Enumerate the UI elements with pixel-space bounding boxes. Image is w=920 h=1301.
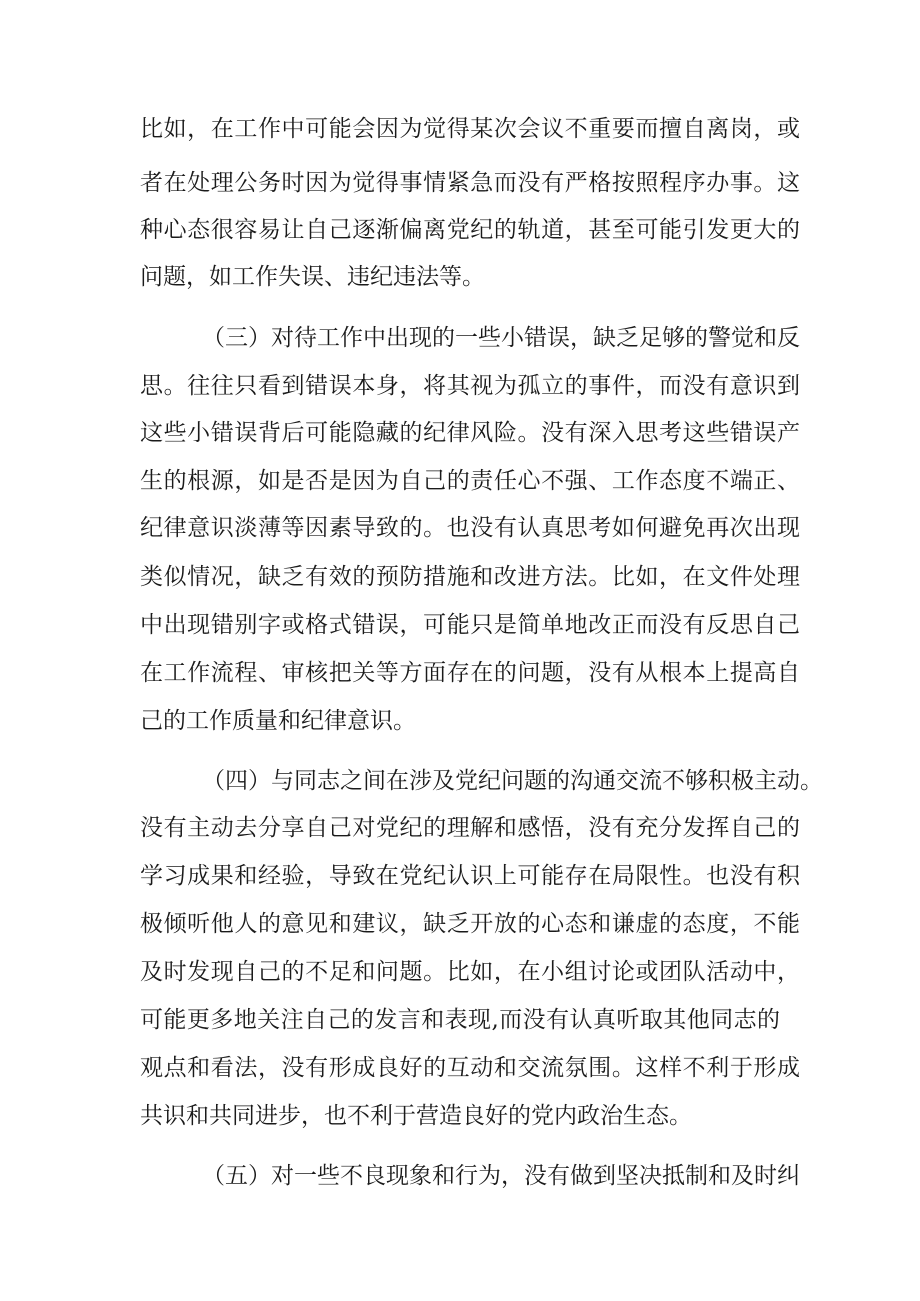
text-line: 生的根源，如是否是因为自己的责任心不强、工作态度不端正、 xyxy=(140,468,800,494)
text-line: 纪律意识淡薄等因素导致的。也没有认真思考如何避免再次出现 xyxy=(140,515,800,541)
section-heading-line: （五）对一些不良现象和行为，没有做到坚决抵制和及时纠 xyxy=(202,1163,800,1189)
text-line: 观点和看法，没有形成良好的互动和交流氛围。这样不利于形成 xyxy=(140,1055,800,1081)
text-line: 可能更多地关注自己的发言和表现,而没有认真听取其他同志的 xyxy=(140,1007,780,1033)
section-heading-line: （三）对待工作中出现的一些小错误，缺乏足够的警觉和反 xyxy=(202,325,800,351)
text-line: 比如，在工作中可能会因为觉得某次会议不重要而擅自离岗，或 xyxy=(140,116,800,142)
text-line: 问题，如工作失误、违纪违法等。 xyxy=(140,264,485,290)
text-line: 者在处理公务时因为觉得事情紧急而没有严格按照程序办事。这 xyxy=(140,170,800,196)
text-line: 极倾听他人的意见和建议，缺乏开放的心态和谦虚的态度，不能 xyxy=(140,911,800,937)
text-line: 学习成果和经验，导致在党纪认识上可能存在局限性。也没有积 xyxy=(140,863,800,889)
text-line: 共识和共同进步，也不利于营造良好的党内政治生态。 xyxy=(140,1103,692,1129)
text-line: 思。往往只看到错误本身，将其视为孤立的事件，而没有意识到 xyxy=(140,373,800,399)
text-line: 及时发现自己的不足和问题。比如，在小组讨论或团队活动中， xyxy=(140,959,800,985)
text-line: 中出现错别字或格式错误，可能只是简单地改正而没有反思自己 xyxy=(140,612,800,638)
text-line: 己的工作质量和纪律意识。 xyxy=(140,708,416,734)
text-line: 在工作流程、审核把关等方面存在的问题，没有从根本上提高自 xyxy=(140,660,800,686)
section-heading-line: （四）与同志之间在涉及党纪问题的沟通交流不够积极主动。 xyxy=(202,768,823,794)
text-line: 没有主动去分享自己对党纪的理解和感悟，没有充分发挥自己的 xyxy=(140,815,800,841)
text-line: 类似情况，缺乏有效的预防措施和改进方法。比如，在文件处理 xyxy=(140,564,800,590)
text-line: 这些小错误背后可能隐藏的纪律风险。没有深入思考这些错误产 xyxy=(140,420,800,446)
text-line: 种心态很容易让自己逐渐偏离党纪的轨道，甚至可能引发更大的 xyxy=(140,217,800,243)
